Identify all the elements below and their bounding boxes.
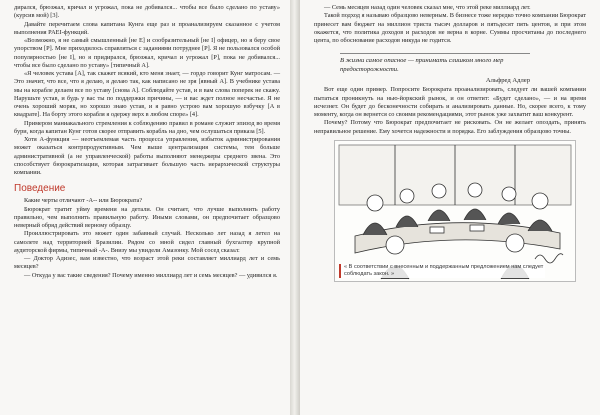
book-gutter xyxy=(290,0,300,415)
left-paragraph-9: Проиллюстрировать это может один забавный случай. Несколько лет назад я летел на самолете над территорией Бразилии. Рядом со мной сидел главный бухгалтер крупной аудиторской фирмы, типичный -A-. Внизу мы увидели Амазонку. Мой сосед сказал: xyxy=(14,230,280,254)
left-paragraph-6: Хотя A-функция — неотъемлемая часть процесса управления, избыток администрирования может оказаться контрпродуктивным. Чем выше централизация системы, тем больше административной (а не управленческой) работы выполняют менеджеры среднего звена. Это способствует бюрократизации, которая затрагивает большую часть иерархической структуры компании. xyxy=(14,136,280,176)
section-title: Поведение xyxy=(14,183,66,195)
left-paragraph-11: — Откуда у вас такие сведения? Почему именно миллиард лет и семь месяцев? — удивился я. xyxy=(24,271,278,279)
cartoon-drawing xyxy=(335,141,575,281)
left-paragraph-1: дирался, брюзжал, кричал и угрожал, пока не добивался... чтобы все было сделано по уставу» (курсив мой) [3]. xyxy=(14,4,280,20)
right-paragraph-2: Такой подход я называю образцово неверным. В бизнесе тоже нередко точно компании Бюрократ принесет вам бюджет на миллион триста тысяч долларов и пятьдесят пять центов, и при этом окажется, что политика доходов и расходов не верна в корне. Суммы просчитаны до последнего цента, по обоснование расходов никуда не годится. xyxy=(314,12,586,44)
epigraph-text: В жизни самое опасное — принимать слишком много мер предосторожности. xyxy=(340,57,504,73)
left-paragraph-2: Давайте перечитаем слова капитана Кунга еще раз и проанализируем сказанное с учетом выполнения PAEI-функций. xyxy=(14,20,280,36)
left-paragraph-7: Какие черты отличают -A-- или Бюрократа? xyxy=(24,197,143,205)
epigraph xyxy=(340,53,530,84)
right-page xyxy=(300,0,600,415)
left-paragraph-3: «Возможно, я не самый смышленный [не E] и сообразительный [не I] офицер, но я беру свое упорством [P]. Мне приходилось справляться с заданиями потруднее [P]. Я не пользовался особой популярностью [не I], но я придирался, брюзжал, кричал и угрожал [P], пока не добивался... чтобы все было сделано по уставу» [типичный A]. xyxy=(14,37,280,69)
right-paragraph-3: Вот еще один пример. Попросите Бюрократа проанализировать, следует ли вашей компании пытаться проникнуть на нью-йоркский рынок, и он ответит: «Будет сделано», — и на время исчезнет. Он будет до бесконечности собирать и анализировать данные. Но, скорее всего, к тому моменту, когда он вернется со своими рекомендациями, этот рынок уже захватит ваш конкурент. xyxy=(314,86,586,118)
left-page xyxy=(0,0,290,415)
right-paragraph-1: — Семь месяцев назад один человек сказал мне, что этой реке миллиард лет. xyxy=(324,4,531,11)
cartoon-caption: « В соответствии с внесенным и поддержанным предложением нам следует соблюдать закон. » xyxy=(339,264,545,278)
left-paragraph-8: Бюрократ тратит уйму времени на детали. Он считает, что лучше выполнить работу правильно, чем выполнить правильную работу. Иными словами, он предпочитает образцово неверный обряд действий верному образцу. xyxy=(14,205,280,229)
epigraph-author: Альфред Адлер xyxy=(485,77,530,85)
left-paragraph-10: — Доктор Адизес, вам известно, что возраст этой реки составляет миллиард лет и семь месяцев? xyxy=(14,255,280,271)
cartoon-illustration xyxy=(334,140,576,282)
left-paragraph-4: «Я человек устава [A], так скажет всякий, кто меня знает, — гордо говорит Кунг матросам. — Это значит, что все, что я делаю, я делаю так, как написано не зря [явный A]. В учебнике устава мы на корабле делаем все по уставу [снова A]. Соблюдайте устав, и в вам слова поперек не скажу. Нарушьте устав, и будь у вас ты по поддержки причины, — и вас ждет полное несчастье. Я не очень хороший моряк, но хорошо знаю устав, и я равно устрою вам хорошую взбучку [A в квадрате]. На борту этого корабля я одержу верх в любом споре» [4]. xyxy=(14,70,280,119)
left-paragraph-5: Примером маниакального стремления к соблюдению правил в романе служит эпизод во время бури, когда капитан Кунг готов скорее отправить корабль на дно, чем ослушаться приказа [5]. xyxy=(14,119,280,135)
right-paragraph-4: Почему? Потому что Бюрократ предпочитает не рисковать. Он не желает опоздать, принять неправильное решение. Ему хочется надежности и порядка. Его заблуждения образцово точны. xyxy=(314,119,586,135)
